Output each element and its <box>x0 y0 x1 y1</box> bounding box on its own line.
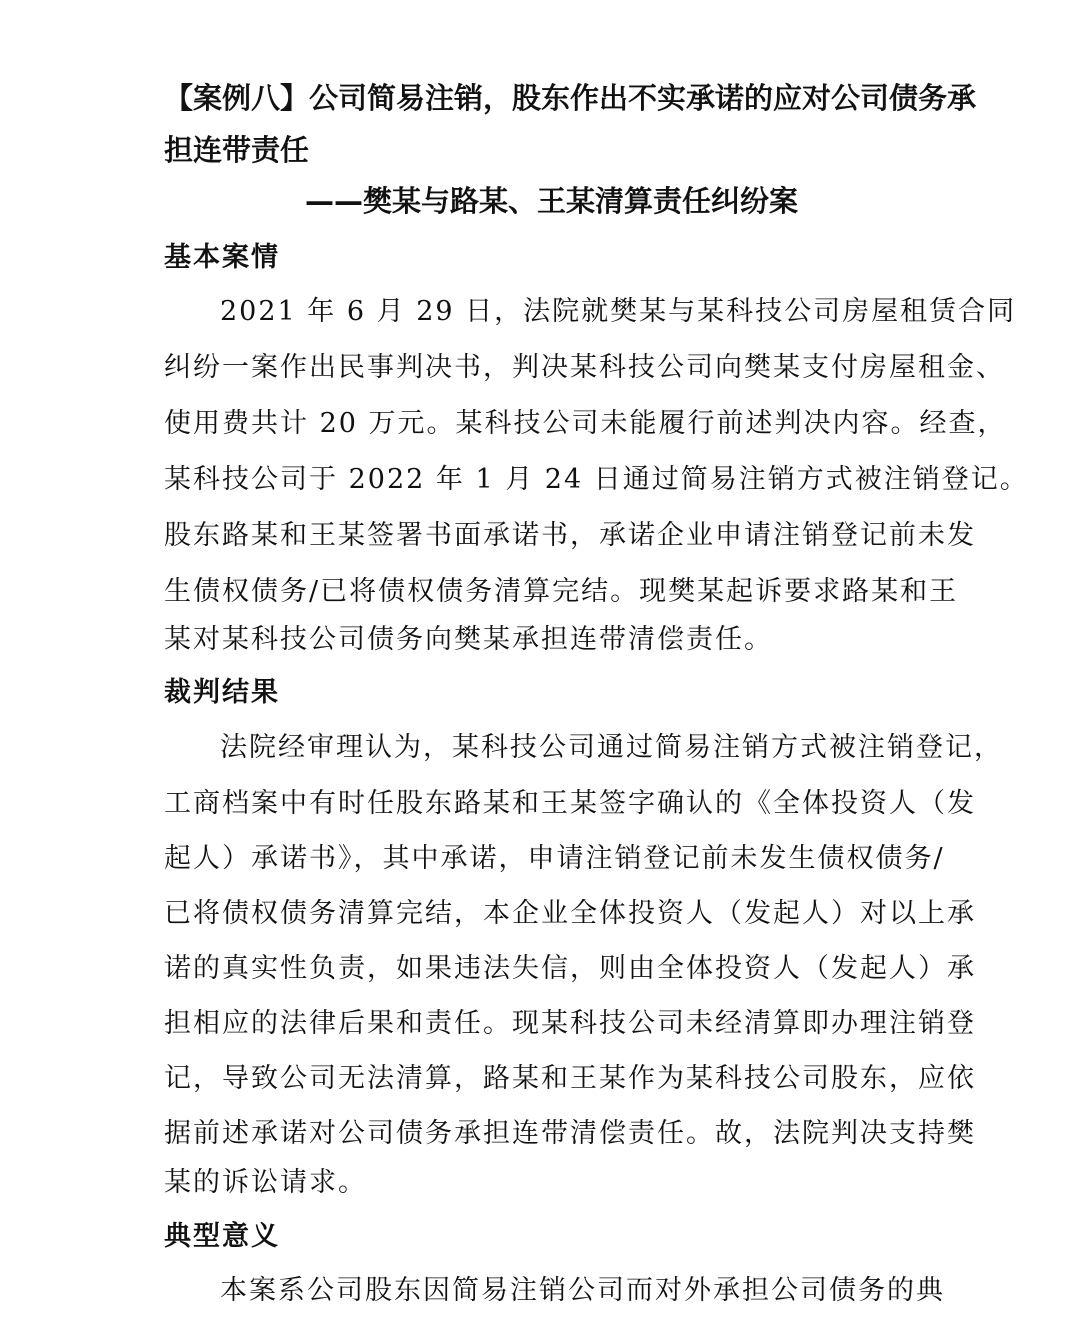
paragraph-line: 起人）承诺书》，其中承诺，申请注销登记前未发生债权债务/ <box>164 843 945 874</box>
paragraph-line: 工商档案中有时任股东路某和王某签字确认的《全体投资人（发 <box>164 788 976 819</box>
paragraph-line: 使用费共计 20 万元。某科技公司未能履行前述判决内容。经查， <box>164 408 1007 439</box>
paragraph-line: 据前述承诺对公司债务承担连带清偿责任。故，法院判决支持樊 <box>164 1118 976 1149</box>
document-title-line-2: 担连带责任 <box>164 133 310 167</box>
paragraph-line: 担相应的法律后果和责任。现某科技公司未经清算即办理注销登 <box>164 1008 976 1039</box>
paragraph-line: 法院经审理认为，某科技公司通过简易注销方式被注销登记， <box>220 732 1003 763</box>
paragraph-line: 生债权债务/已将债权债务清算完结。现樊某起诉要求路某和王 <box>164 576 959 607</box>
document-subtitle: ——樊某与路某、王某清算责任纠纷案 <box>305 184 799 218</box>
paragraph-line: 已将债权债务清算完结，本企业全体投资人（发起人）对以上承 <box>164 898 976 929</box>
paragraph-line: 某对某科技公司债务向樊某承担连带清偿责任。 <box>164 624 773 655</box>
paragraph-line: 某的诉讼请求。 <box>164 1167 367 1198</box>
paragraph-line: 诺的真实性负责，如果违法失信，则由全体投资人（发起人）承 <box>164 953 976 984</box>
paragraph-line: 某科技公司于 2022 年 1 月 24 日通过简易注销方式被注销登记。 <box>164 464 1029 495</box>
paragraph-line: 纠纷一案作出民事判决书，判决某科技公司向樊某支付房屋租金、 <box>164 352 1005 383</box>
paragraph-line: 股东路某和王某签署书面承诺书，承诺企业申请注销登记前未发 <box>164 520 976 551</box>
paragraph-line: 本案系公司股东因简易注销公司而对外承担公司债务的典 <box>220 1275 945 1306</box>
section-heading-judgment-result: 裁判结果 <box>164 677 280 708</box>
section-heading-significance: 典型意义 <box>164 1221 280 1252</box>
document-title-line-1: 【案例八】公司简易注销，股东作出不实承诺的应对公司债务承 <box>164 81 977 115</box>
paragraph-line: 记，导致公司无法清算，路某和王某作为某科技公司股东，应依 <box>164 1063 976 1094</box>
section-heading-basic-facts: 基本案情 <box>164 242 280 273</box>
paragraph-line: 2021 年 6 月 29 日，法院就樊某与某科技公司房屋租赁合同 <box>220 296 1017 327</box>
